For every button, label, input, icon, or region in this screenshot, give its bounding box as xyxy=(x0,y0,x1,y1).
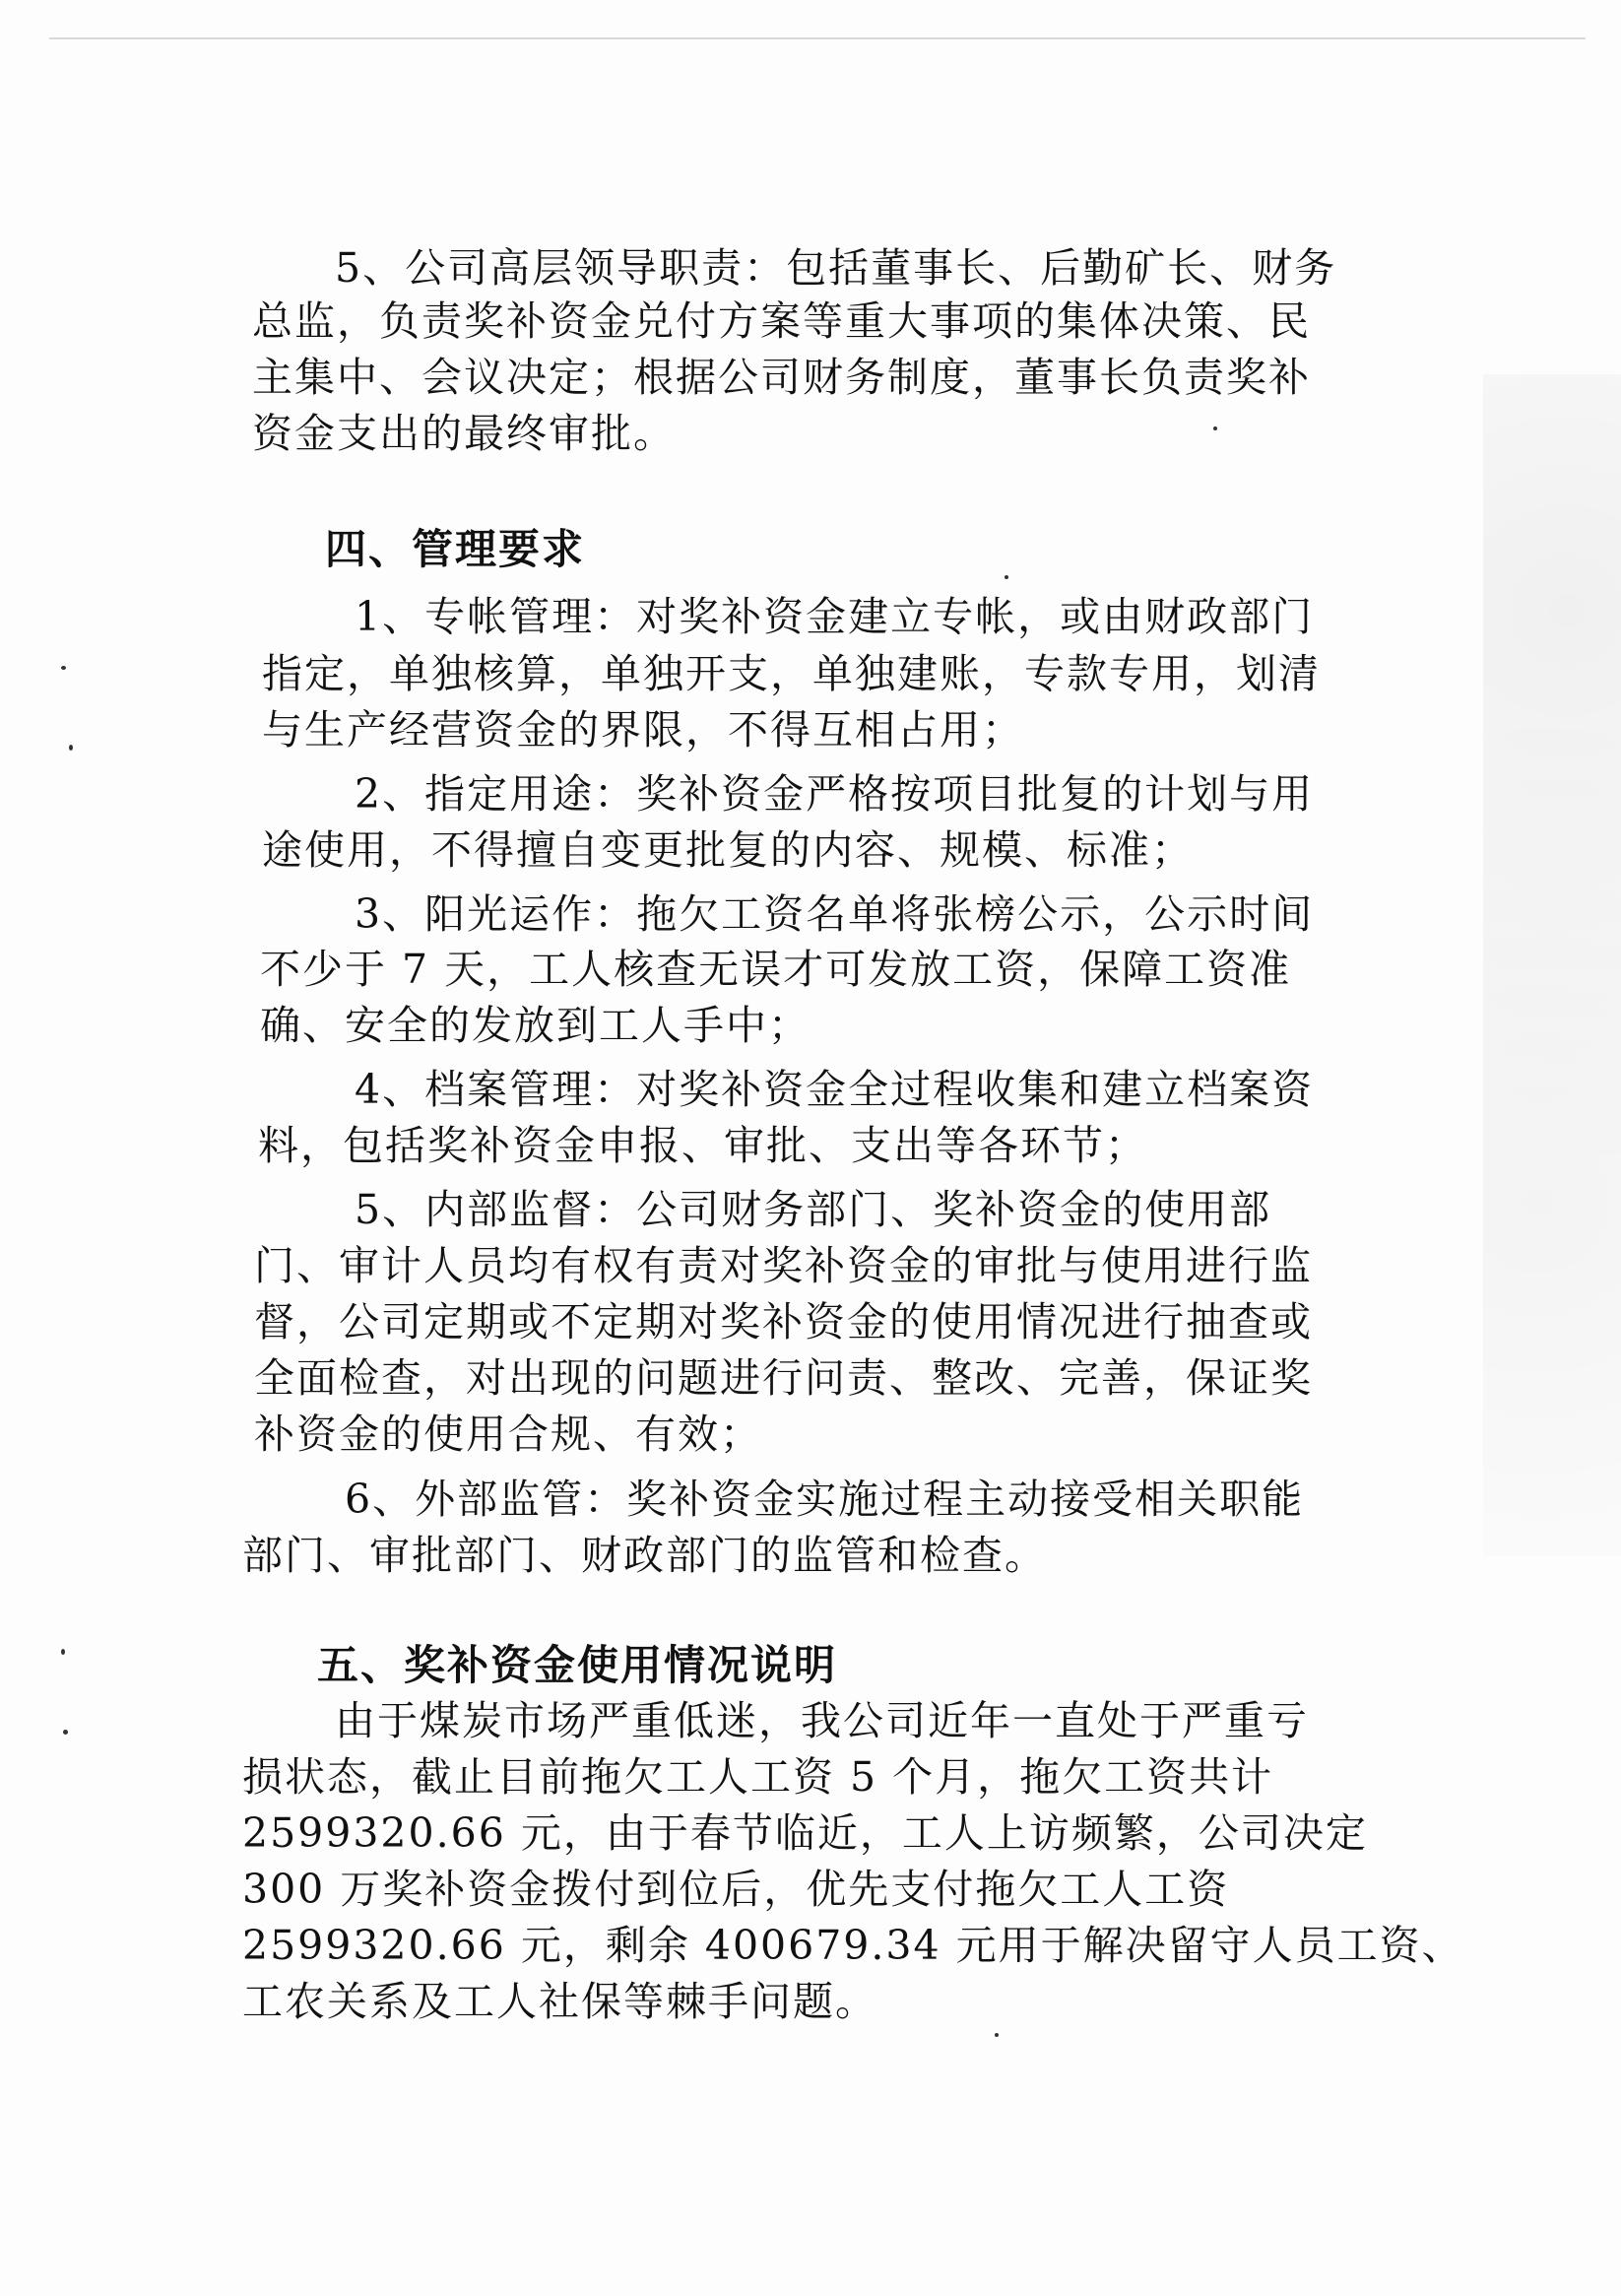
paragraph-line: 不少于 7 天，工人核查无误才可发放工资，保障工资准 xyxy=(260,946,1292,993)
paragraph-line: 损状态，截止目前拖欠工人工资 5 个月，拖欠工资共计 xyxy=(242,1753,1274,1801)
paragraph-line: 由于煤炭市场严重低迷，我公司近年一直处于严重亏 xyxy=(335,1697,1309,1744)
paragraph-line: 指定，单独核算，单独开支，单独建账，专款专用，划清 xyxy=(262,650,1321,697)
paragraph-line: 工农关系及工人社保等棘手问题。 xyxy=(242,1978,877,2025)
paragraph-line: 3、阳光运作：拖欠工资名单将张榜公示，公示时间 xyxy=(355,890,1315,938)
paragraph-line: 6、外部监管：奖补资金实施过程主动接受相关职能 xyxy=(345,1476,1305,1523)
paragraph-line: 途使用，不得擅自变更批复的内容、规模、标准； xyxy=(262,826,1194,874)
paragraph-line: 1、专帐管理：对奖补资金建立专帐，或由财政部门 xyxy=(355,593,1315,640)
paragraph-line: 5、内部监督：公司财务部门、奖补资金的使用部 xyxy=(355,1186,1272,1233)
scan-speck xyxy=(1005,575,1008,579)
paragraph-line: 补资金的使用合规、有效； xyxy=(254,1410,762,1458)
scan-speck xyxy=(61,1649,65,1655)
paragraph-line: 门、审计人员均有权有责对奖补资金的审批与使用进行监 xyxy=(254,1242,1313,1289)
scan-speck xyxy=(1213,426,1217,430)
paragraph-line: 2、指定用途：奖补资金严格按项目批复的计划与用 xyxy=(355,770,1315,818)
scan-top-rule xyxy=(49,37,1586,39)
scan-speck xyxy=(69,745,73,751)
paragraph-line: 主集中、会议决定；根据公司财务制度，董事长负责奖补 xyxy=(252,354,1311,401)
paragraph-line: 2599320.66 元，由于春节临近，工人上访频繁，公司决定 xyxy=(242,1809,1368,1857)
scan-speck xyxy=(61,666,66,670)
paragraph-line: 督，公司定期或不定期对奖补资金的使用情况进行抽查或 xyxy=(254,1298,1313,1345)
paragraph-line: 5、公司高层领导职责：包括董事长、后勤矿长、财务 xyxy=(335,244,1337,292)
paragraph-line: 4、档案管理：对奖补资金全过程收集和建立档案资 xyxy=(355,1066,1315,1113)
section-heading: 五、奖补资金使用情况说明 xyxy=(317,1641,838,1689)
scan-speck xyxy=(63,1730,68,1735)
scan-speck xyxy=(995,2033,999,2037)
paragraph-line: 全面检查，对出现的问题进行问责、整改、完善，保证奖 xyxy=(254,1354,1313,1402)
paragraph-line: 2599320.66 元，剩余 400679.34 元用于解决留守人员工资、 xyxy=(242,1922,1464,1969)
section-heading: 四、管理要求 xyxy=(325,525,586,573)
paragraph-line: 300 万奖补资金拨付到位后，优先支付拖欠工人工资 xyxy=(242,1866,1230,1913)
paragraph-line: 确、安全的发放到工人手中； xyxy=(260,1002,810,1049)
paragraph-line: 部门、审批部门、财政部门的监管和检查。 xyxy=(242,1532,1047,1579)
paragraph-line: 资金支出的最终审批。 xyxy=(252,410,676,457)
paragraph-line: 与生产经营资金的界限，不得互相占用； xyxy=(262,706,1024,754)
paragraph-line: 总监，负责奖补资金兑付方案等重大事项的集体决策、民 xyxy=(252,297,1311,345)
scan-noise xyxy=(1483,374,1621,1556)
paragraph-line: 料，包括奖补资金申报、审批、支出等各环节； xyxy=(258,1122,1147,1169)
